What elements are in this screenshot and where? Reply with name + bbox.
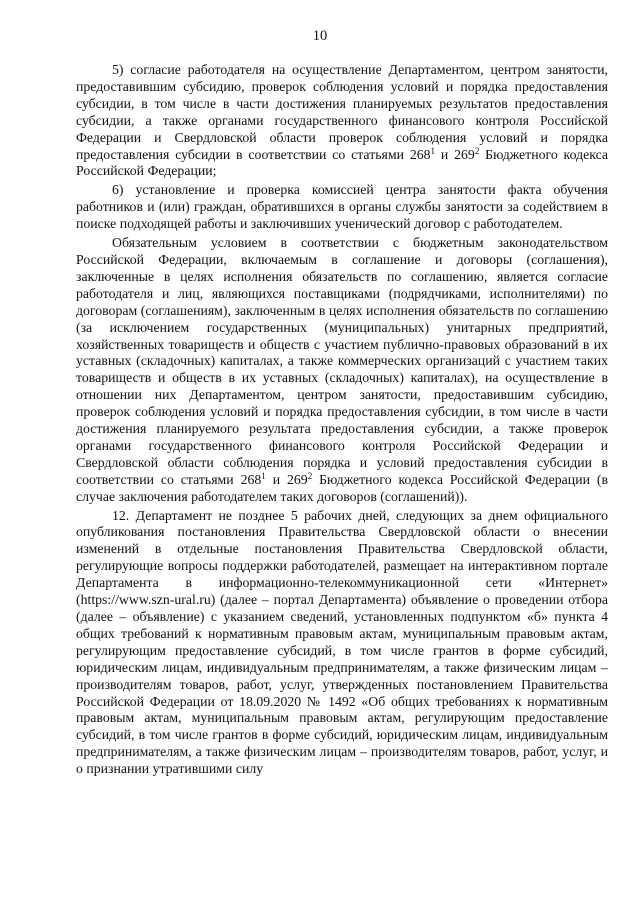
paragraph-text: Обязательным условием в соответствии с бюджетным законодательством Российской Федерации, включаемым в соглашение и договоры (соглашения), заключенные в целях исполнения обязательств по соглашению, является согласие работодателя и лиц, являющихся поставщиками (подрядчиками, исполнителями) по договорам (соглашениям), заключенным в целях исполнения обязательств по соглашению (за исключением государственных (муниципальных) унитарных предприятий, хозяйственных товариществ и обществ с участием публично-правовых образований в их уставных (складочных) капиталах, а также коммерческих организаций с участием таких товариществ и обществ в их уставных (складочных) капиталах), на осуществление в отношении них Департаментом, центром занятости, предоставившим субсидию, проверок соблюдения условий и порядка предоставления субсидии, в том числе в части достижения планируемого результата предоставления субсидии, а также проверок органами государственного финансового контроля Российской Федерации и Свердловской области соблюдения порядка и условий предоставления субсидии в соответствии со статьями 268 (76, 235, 608, 487)
document-body (76, 62, 608, 778)
superscript: 1 (261, 470, 266, 481)
page-number: 10 (312, 28, 328, 44)
paragraph-text: и 269 (435, 146, 475, 162)
superscript: 2 (307, 470, 313, 481)
paragraph-item-6 (76, 182, 608, 233)
paragraph-item-12 (76, 508, 608, 779)
paragraph-text: и 269 (265, 471, 308, 487)
paragraph-item-5 (76, 62, 608, 180)
paragraph-text: 6) установление и проверка комиссией центра занятости факта обучения работников и (или) граждан, обратившихся в органы службы занятости за содействием в поиске подходящей работы и заключивших ученический договор с работодателем. (76, 182, 608, 232)
paragraph-mandatory-condition (76, 235, 608, 506)
superscript: 2 (474, 145, 480, 156)
paragraph-text: Бюджетного кодекса Российской Федерации (в случае заключения работодателем таких договоров (соглашений)). (76, 471, 608, 504)
paragraph-text: 12. Департамент не позднее 5 рабочих дней, следующих за днем официального опубликования постановления Правительства Свердловской области о внесении изменений в отдельные постановления Правительства Свердловской области, регулирующие вопросы поддержки работодателей, размещает на интерактивном портале Департамента в информационно-телекоммуникационной сети «Интернет» (https://www.szn-ural.ru) (далее – портал Департамента) объявление о проведении отбора (далее – объявление) с указанием сведений, установленных подпунктом «б» пункта 4 общих требований к нормативным правовым актам, муниципальным правовым актам, регулирующим предоставление субсидий, в том числе грантов в форме субсидий, юридическим лицам, индивидуальным предпринимателям, а также физическим лицам – производителям товаров, работ, услуг, утвержденных постановлением Правительства Российской Федерации от 18.09.2020 № 1492 «Об общих требованиях к нормативным правовым актам, муниципальным правовым актам, регулирующим предоставление субсидий, в том числе грантов в форме субсидий, юридическим лицам, индивидуальным предпринимателям, а также физическим лицам – производителям товаров, работ, услуг, и о признании утратившими силу (76, 507, 608, 777)
paragraph-text: 5) согласие работодателя на осуществление Департаментом, центром занятости, предоставившим субсидию, проверок соблюдения условий и порядка предоставления субсидии, в том числе в части достижения планируемых результатов предоставления субсидии, а также органами государственного финансового контроля Российской Федерации и Свердловской области проверок соблюдения условий и порядка предоставления субсидии в соответствии со статьями 268 (76, 62, 608, 162)
superscript: 1 (430, 145, 436, 156)
paragraph-text: Бюджетного кодекса Российской Федерации; (76, 146, 608, 179)
